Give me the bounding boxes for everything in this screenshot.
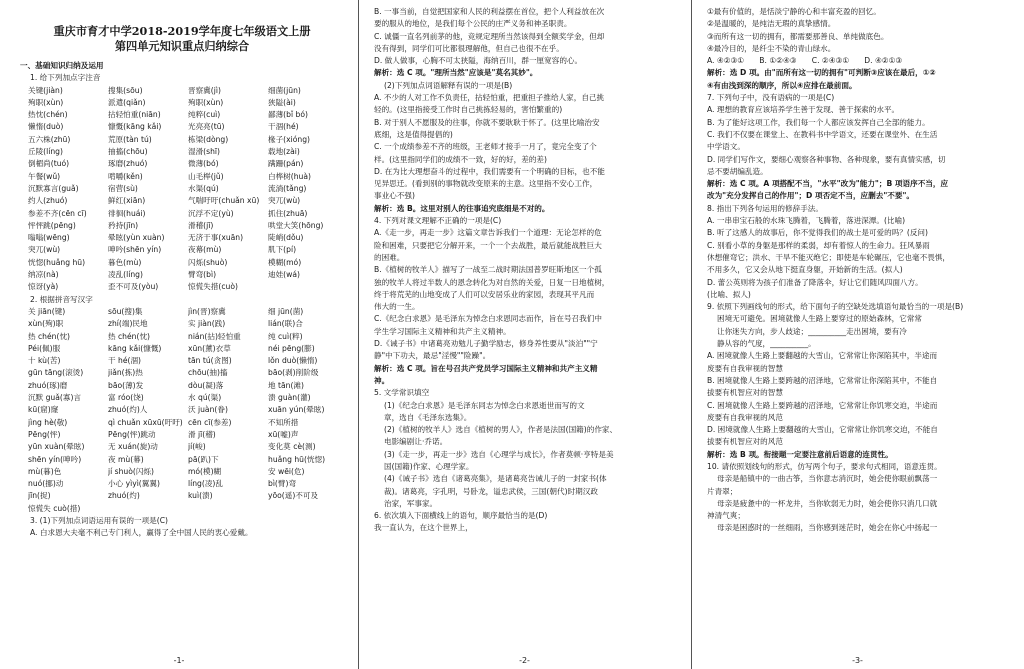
hanzi-item: néi pēng(膨) [268, 343, 315, 353]
text-line: 休想催弯它；洪水、干旱不能灭绝它；即使是车轮碾压，它也毫不畏惧， [707, 252, 950, 262]
pinyin-item: 丘陵(líng) [28, 147, 63, 157]
hanzi-item [268, 503, 344, 515]
pinyin-item: 热忱(chén) [28, 110, 68, 120]
text-line: 轻的。(这里指接受工作时自己挑拣轻易的，害怕繁重的) [374, 105, 563, 115]
hanzi-item: zhuó(灼) [108, 491, 140, 501]
text-line: 学生学习国际主义精神和共产主义精神。 [374, 326, 511, 336]
text-line: 险和困难，只要把它分解开来，一个一个去战胜，最后就能战胜巨大 [374, 240, 602, 250]
pinyin-item: 白桦树(huà) [268, 171, 311, 181]
text-line: 母亲是船镇中的一曲古筝，当你意志消沉时，她会使你眼前飘荡一 [717, 474, 938, 484]
pinyin-table [20, 85, 344, 294]
pinyin-item: 抽搐(chōu) [108, 147, 148, 157]
text-line: 裁)。诸葛亮，字孔明，号卧龙，谥忠武侯，三国(朝代)时期汉政 [384, 486, 598, 496]
hanzi-item: 水 qú(渠) [188, 393, 222, 403]
pinyin-item: 迪娃(wá) [268, 270, 300, 280]
hanzi-item: chōu(抽)搐 [188, 368, 228, 378]
text-line: ③而所有这一切的拥有，都需要那善良、单纯做底色。 [707, 31, 889, 41]
pinyin-item: 臂弯(bì) [188, 270, 217, 280]
text-line: 拔要有机智应对的智慧 [707, 388, 783, 398]
hanzi-item: 细 jūn(菌) [268, 306, 304, 316]
hanzi-item: Pēng(怦) [28, 429, 61, 439]
text-line: A. 理想的教育应该培养学生善于发现、善于探索的水平。 [707, 105, 900, 115]
pinyin-item: 约人(zhuó) [28, 196, 68, 206]
pinyin-item: 突兀(wù) [28, 245, 61, 255]
hanzi-item [188, 503, 264, 515]
hanzi-item: 沉默 guǎ(寡)言 [28, 393, 82, 403]
text-line: C. 我们不仅要在课堂上、在教科书中学语文，还要在课堂外、在生活 [707, 129, 938, 139]
pinyin-item: 殉职(xùn) [28, 97, 64, 107]
text-line: B. 听了这感人的故事后，你不觉得我们的战士是可爱的吗？(反问) [707, 228, 928, 238]
text-line: 10. 请依照划线句的形式，仿写两个句子，要求句式相同，语意连贯。 [707, 461, 942, 471]
hanzi-item: kū(窟)窿 [28, 405, 59, 415]
text-line: C. 别看小草的身躯是那样的柔弱，却有着惊人的生命力。狂风暴雨 [707, 240, 930, 250]
hanzi-item: qì chuǎn xūxū(吁吁) [108, 417, 183, 427]
hanzi-item: zhí(端)民地 [108, 319, 148, 329]
text-line: 独的牧羊人将过半数人的恩念转化为对自然的关爱，日复一日地植树， [374, 277, 610, 287]
pinyin-item: 突兀(wù) [268, 196, 301, 206]
text-line: 6. 依次填入下面横线上的语句，顺序最恰当的是(D) [374, 511, 548, 521]
hanzi-item: sōu(搜)集 [108, 306, 143, 316]
hanzi-item: 富 róo(饶) [108, 393, 144, 403]
pinyin-item: 抓住(zhuā) [268, 208, 308, 218]
text-line: B. 一事当前，自觉把国家和人民的利益摆在首位，把个人利益放在次 [374, 7, 605, 16]
pinyin-item: 嗡嗡(wēng) [28, 233, 70, 243]
text-line: 静"中下功夫，最忌"淫慢""险躁"。 [374, 351, 491, 361]
hanzi-item: 变化莫 cè(测) [268, 442, 316, 452]
hanzi-item: 实 jiàn(践) [188, 319, 226, 329]
text-line: (2)下列加点词语解释有误的一项是(B) [384, 80, 513, 90]
pinyin-item: 沉默寡言(guǎ) [28, 183, 79, 193]
hanzi-item: jí(峻) [188, 442, 206, 452]
text-line: 母亲是困惑时的一丝细雨，当你感到迷茫时，她会在你心中扬起一 [717, 523, 938, 533]
hanzi-item: nuó(挪)动 [28, 479, 64, 489]
hanzi-item: nián(拈)轻怕重 [188, 331, 241, 341]
text-line: 解析：选 C 项。A 项搭配不当，"水平"改为"能力"；B 项语序不当，应 [707, 179, 949, 189]
hanzi-item: gūn tāng(滚烫) [28, 368, 84, 378]
text-line: C. 一个成绩参差不齐的班级，王老师才接手一月了，竟完全变了个 [374, 142, 597, 152]
pinyin-item: 光亮亮(tū) [188, 122, 225, 132]
hanzi-item: bāo(薄)发 [108, 380, 144, 390]
page-2 [358, 0, 691, 669]
hanzi-item: xū(嘘)声 [268, 429, 299, 439]
pinyin-item: 呻吟(shēn yín) [108, 245, 162, 255]
text-line: 事业心不强) [374, 191, 415, 201]
text-line: A. ④②③① B. ①②④③ C. ②④③① D. ④②①③ [707, 56, 903, 66]
pinyin-item: 纯粹(cuì) [188, 110, 221, 120]
text-line: 解析：选 B 项。衔接题一定要注意前后语意的连贯性。 [707, 449, 893, 459]
pinyin-item: 闪烁(shuò) [188, 257, 228, 267]
page-1 [0, 0, 358, 669]
hanzi-item: cēn cī(参差) [188, 417, 232, 427]
text-line: (4)《诫子书》选自《诸葛亮集》，是诸葛亮告诫儿子的一封家书(体 [384, 474, 607, 484]
text-line: 母亲是疲惫中的一杯龙井，当你软弱无力时，她会使你只消几口就 [717, 498, 938, 508]
text-line: B. 困境就像人生路上要跨越的沼泽地，它常常让你深陷其中，不能自 [707, 375, 938, 385]
pinyin-item: 鄙薄(bǐ bó) [268, 110, 308, 120]
pinyin-item: 惊慌失措(cuò) [188, 282, 238, 292]
text-line: 样。(这里指同学们的成绩不一致，好的好，差的差) [374, 154, 547, 164]
text-line: D. 困境就像人生路上要翻越的大雪山，它常常让你饥寒交迫，不能自 [707, 425, 938, 435]
hanzi-item: zhuó(琢)磨 [28, 380, 68, 390]
pinyin-item: 歪不可及(yòu) [108, 282, 159, 292]
text-line: D. 在为比大理想奋斗的过程中，我们需要有一个明确的目标，也不能 [374, 166, 605, 176]
text-line: ④有由浅到深的顺序，所以④应排在最前面。 [707, 80, 857, 90]
text-line: (2)《植树的牧羊人》选自《植树的男人》，作者是法国(国籍)的作家、 [384, 425, 618, 435]
text-line: 静从容的气度，__________。 [717, 339, 816, 349]
hanzi-item: lián(联)合 [268, 319, 303, 329]
pinyin-item: 山毛榉(jǔ) [188, 171, 224, 181]
pinyin-item: 关键(jiàn) [28, 85, 63, 95]
hanzi-item: bāo(剥)削阶级 [268, 368, 319, 378]
question-1: 1. 给下列加点字注音 [30, 73, 101, 83]
text-line: A. 一串串宝石般的水珠飞腾着，飞腾着，落进深潭。(比喻) [707, 216, 906, 226]
text-line: 不用多久，它又会从地下挺直身躯，开始新的生活。(拟人) [707, 265, 903, 275]
hanzi-item: jí shuò(闪烁) [108, 466, 154, 476]
hanzi-item: pā(趴)下 [188, 454, 219, 464]
hanzi-item: 热 chén(忱) [28, 331, 70, 341]
pinyin-item: 干涸(hé) [268, 122, 299, 132]
pinyin-item: 矜持(jīn) [108, 220, 139, 230]
hanzi-item: xūn(薰)衣草 [188, 343, 231, 353]
pinyin-item: 晕眩(yùn xuàn) [108, 233, 165, 243]
pinyin-item: 搜集(sōu) [108, 85, 143, 95]
hanzi-item: 沃 juàn(眷) [188, 405, 228, 415]
pinyin-item: 载地(zài) [268, 147, 300, 157]
hanzi-item: 不知所措 [268, 417, 299, 427]
pinyin-item: 参差不齐(cēn cī) [28, 208, 87, 218]
pinyin-item: 狭隘(ài) [268, 97, 296, 107]
hanzi-item: jìn(晋)察冀 [188, 306, 226, 316]
text-line: 9. 依照下列画线句的形式，给下面句子的空缺处选填语句最恰当的一项是(B) [707, 302, 964, 312]
text-line: C. 困境就像人生路上要跨越的沼泽地，它常常让你饥寒交迫，半途而 [707, 400, 938, 410]
pinyin-item: 午餐(wǔ) [28, 171, 61, 181]
hanzi-item: 无 xuán(旋)动 [108, 442, 158, 452]
hanzi-item: kuì(溃) [188, 491, 213, 501]
pinyin-item: 无济于事(xuān) [188, 233, 244, 243]
hanzi-item: lǒn duò(懒惰) [268, 356, 318, 366]
text-line: B. 为了能好这项工作，我们每一个人都应该发挥自己全部的能力。 [707, 117, 930, 127]
hanzi-item: zhuó(灼)人 [108, 405, 148, 415]
pinyin-item: 栋梁(dòng) [188, 134, 229, 144]
hanzi-item: 惊慌失 cuò(措) [28, 503, 81, 513]
text-line: 电影编剧让·乔诺。 [384, 437, 448, 447]
text-line: (比喻、拟人) [707, 289, 751, 299]
text-line: 治家，军事家。 [384, 498, 438, 508]
text-line: ④最冷目的，是纤尘不染的青山绿水。 [707, 43, 836, 53]
text-line: 困境无可避免。困境就像人生路上要穿过的原始森林，它常常 [717, 314, 923, 324]
text-line: 要的服从的地位，是我们每个公民的庄严义务和神圣职责。 [374, 19, 572, 29]
pinyin-item: 椽子(xióng) [268, 134, 310, 144]
hanzi-item: mù(暮)色 [28, 466, 62, 476]
hanzi-item: 溃 guàn(灌) [268, 393, 311, 403]
pinyin-item: 水渠(qú) [188, 183, 219, 193]
text-line: 的困难。 [374, 252, 405, 262]
pinyin-item: 夜幕(mù) [188, 245, 222, 255]
text-line: B.《植树的牧羊人》描写了一战至二战时期法国普罗旺斯地区一个孤 [374, 265, 602, 275]
text-line: 4. 下列对课文理解不正确的一项是(C) [374, 216, 502, 226]
text-line: 改为"充分发挥自己的作用"；D 项否定不当，应删去"不要"。 [707, 191, 915, 201]
pinyin-item: 气喘吁吁(chuǎn xū) [188, 196, 260, 206]
text-line: 神。 [374, 375, 390, 385]
pinyin-item: 派遣(qiǎn) [108, 97, 146, 107]
hanzi-item: 干 hé(涸) [108, 356, 142, 366]
text-line: 忌不要胡编乱造。 [707, 166, 768, 176]
hanzi-item: 十 kù(苦) [28, 356, 61, 366]
question-3: 3. (1)下列加点词语运用有误的一项是(C) [30, 515, 168, 525]
text-line: C. 诚僵一直名列前茅的他，竞规定理所当然该得到全额奖学金，但却 [374, 31, 605, 41]
pinyin-item: 五六株(zhū) [28, 134, 71, 144]
text-line: 底细，这是值得提倡的) [374, 129, 453, 139]
text-line: 拔要有机智应对的风范 [707, 437, 783, 447]
text-line: 章，选自《毛泽东选集》。 [384, 412, 472, 422]
document-subtitle: 第四单元知识重点归纳综合 [114, 39, 250, 53]
text-line: (3)《走一步，再走一步》选自《心理学与成长》，作者莫顿·亨特是美 [384, 449, 614, 459]
hanzi-item: 关 jiān(键) [28, 306, 66, 316]
pinyin-item: 荒原(tàn tú) [108, 134, 152, 144]
pinyin-item: 徘徊(huái) [108, 208, 146, 218]
hanzi-item: xuān yún(晕眩) [268, 405, 325, 415]
text-line: D. 同学们写作文，要细心观察各种事物、各种现象，要有真情实感，切 [707, 154, 946, 164]
pinyin-item [268, 281, 344, 293]
pinyin-item: 肌下(pí) [268, 245, 297, 255]
pinyin-item: 懒惰(duò) [28, 122, 64, 132]
hanzi-item: kāng kǎi(慷慨) [108, 343, 162, 353]
text-line: 解析：选 C 项。"理所当然"应该是"莫名其妙"。 [374, 68, 538, 78]
pinyin-item: 慷慨(kāng kǎi) [108, 122, 162, 132]
pinyin-item: 模糊(mó) [268, 257, 302, 267]
text-line: A. 困境就像人生路上要翻越的大雪山，它常常让你深陷其中，半途而 [707, 351, 938, 361]
pinyin-item: 沉浮不定(yù) [188, 208, 234, 218]
text-line: 伟大的一生。 [374, 302, 420, 312]
hanzi-item: Pēng(怦)跳动 [108, 429, 156, 439]
hanzi-item: shēn yín(呻吟) [28, 454, 82, 464]
hanzi-item: yōo(遥)不可及 [268, 491, 319, 501]
page-2-text [358, 0, 691, 535]
text-line: 解析：选 B。这里对别人的往事追究底细是不对的。 [374, 203, 550, 213]
text-line: D. 做人做事，心胸不可太狭隘，海纳百川，群一厘宽容的心。 [374, 56, 583, 66]
text-line: 解析：选 C 项。旨在号召共产党员学习国际主义精神和共产主义精 [374, 363, 598, 373]
text-line: 国(国籍)作家、心理学家。 [384, 461, 474, 471]
document-title: 重庆市育才中学2018-2019学年度七年级语文上册 [53, 24, 311, 38]
pinyin-item: 鲜红(xiān) [108, 196, 146, 206]
pinyin-item: 琢磨(zhuó) [108, 159, 148, 169]
pinyin-item: 蹒跚(pán) [268, 159, 304, 169]
pinyin-item: 流淌(tǎng) [268, 183, 307, 193]
page-number: -2- [519, 656, 530, 665]
pinyin-item: 晋察冀(jì) [188, 85, 221, 95]
hanzi-item: líng(凌)乱 [188, 479, 223, 489]
hanzi-item: xùn(殉)职 [28, 319, 64, 329]
page-3 [691, 0, 1024, 669]
text-line: 见异思迁。(看到别的事物就改变原来的主意。这里指不安心工作， [374, 179, 598, 189]
page-number: -3- [852, 656, 863, 665]
pinyin-item: 哄堂大笑(hōng) [268, 220, 324, 230]
pinyin-item: 倒楣尚(tuó) [28, 159, 70, 169]
hanzi-item: 热 chén(忱) [108, 331, 150, 341]
text-line: (1)《纪念白求恩》是毛泽东同志为悼念白求恩逝世而写的文 [384, 400, 585, 410]
text-line: B. 对于别人不愿服及的往事，你就不要耿耿于怀了。(这里比喻治安 [374, 117, 600, 127]
text-line: 片青翠； [707, 486, 738, 496]
hanzi-item: jiǎn(拣)热 [108, 368, 143, 378]
hanzi-item: yūn xuàn(晕眩) [28, 442, 85, 452]
section-heading: 一、基础知识归纳及运用 [20, 61, 104, 70]
hanzi-item: mó(模)糊 [188, 466, 222, 476]
hanzi-item: 夜 mù(幕) [108, 454, 144, 464]
pinyin-item: 微薄(bó) [188, 159, 219, 169]
hanzi-item [108, 503, 184, 515]
pinyin-item: 纳凉(nà) [28, 270, 59, 280]
text-line: 废要有自我审视的风范 [707, 412, 783, 422]
page-3-text [691, 0, 1024, 535]
hanzi-table [20, 306, 344, 515]
hanzi-item: 滑 jī(稽) [188, 429, 216, 439]
hanzi-item: Péi(佩)服 [28, 343, 61, 353]
hanzi-item: 地 tān(滩) [268, 380, 304, 390]
hanzi-item: tān tú(贪图) [188, 356, 232, 366]
text-line: 解析：选 D 项。由"而所有这一切的拥有"可判断③应该在最后，①② [707, 68, 936, 78]
text-line: 神清气爽； [707, 511, 745, 521]
text-line: C.《纪念白求恩》是毛泽东为悼念白求恩同志而作，旨在号召我们中 [374, 314, 602, 324]
text-line: 7. 下列句子中，没有语病的一项是(C) [707, 93, 835, 103]
text-line: D.《诫子书》中诸葛亮劝勉儿子勤学励志，修身养性要从"淡泊""宁 [374, 339, 598, 349]
text-line: A.《走一步，再走一步》这篇文章告诉我们一个道理：无论怎样的危 [374, 228, 602, 238]
text-line: 中学语文。 [707, 142, 745, 152]
hanzi-item: huǎng hū(恍惚) [268, 454, 326, 464]
pinyin-item: 细菌(jūn) [268, 85, 301, 95]
text-line: 没有得到，同学们可比都很理解他，但自己也很不在乎。 [374, 43, 564, 53]
question-2: 2. 根据拼音写汉字 [30, 294, 93, 304]
pinyin-item: 怦怦跳(pēng) [28, 220, 76, 230]
text-line: D. 蕾公英则将为孩子们准备了降落伞，好让它们随风四面八方。 [707, 277, 923, 287]
text-line: 废要有自我审视的智慧 [707, 363, 783, 373]
hanzi-item: 安 wēi(危) [268, 466, 305, 476]
pinyin-item: 恍惚(huǎng hū) [28, 257, 86, 267]
pinyin-item: 宿营(sù) [108, 183, 138, 193]
hanzi-item: jīn(捉) [28, 491, 51, 501]
hanzi-item: bì(臂)弯 [268, 479, 297, 489]
pinyin-item: 湿滑(shī) [188, 147, 220, 157]
pinyin-item: 啃嚼(kěn) [108, 171, 143, 181]
pinyin-item: 凌乱(líng) [108, 270, 143, 280]
pinyin-item: 惊讶(yà) [28, 282, 59, 292]
pinyin-item: 殉职(xùn) [188, 97, 224, 107]
text-line: 8. 指出下列各句运用的修辞手法。 [707, 203, 823, 213]
text-line: ①最有价值的，是恬淡宁静的心和丰富充盈的回忆。 [707, 7, 881, 16]
pinyin-item: 陡峭(dǒu) [268, 233, 304, 243]
text-line: 5. 文学常识填空 [374, 388, 430, 398]
hanzi-item: jìng hè(敬) [28, 417, 68, 427]
text-line: 终于将荒芜的山地变成了人们可以安居乐业的家园，表现其平凡而 [374, 289, 595, 299]
question-3-option-a: A. 白求恩大夫毫不利己专门利人，赢得了全中国人民的衷心爱戴。 [30, 528, 253, 538]
pinyin-item: 滑稽(jī) [188, 220, 214, 230]
text-line: ②是温暖的，是纯洁无瑕的真挚感情。 [707, 19, 836, 29]
text-line: 让你迷失方向，步人歧途；__________走出困境，要有冷 [717, 326, 907, 336]
hanzi-item: 纯 cuì(粹) [268, 331, 303, 341]
text-line: A. 不少的人对工作不负责任，拈轻怕重，把重担子推给人家，自己挑 [374, 93, 605, 103]
hanzi-item: dòu(凝)落 [188, 380, 224, 390]
page-number: -1- [173, 656, 185, 665]
text-line: 我一直认为，在这个世界上， [374, 523, 473, 533]
hanzi-item: 小心 yìyì(翼翼) [108, 479, 160, 489]
pinyin-item: 暮色(mù) [108, 257, 142, 267]
pinyin-item: 拈轻怕重(niān) [108, 110, 161, 120]
